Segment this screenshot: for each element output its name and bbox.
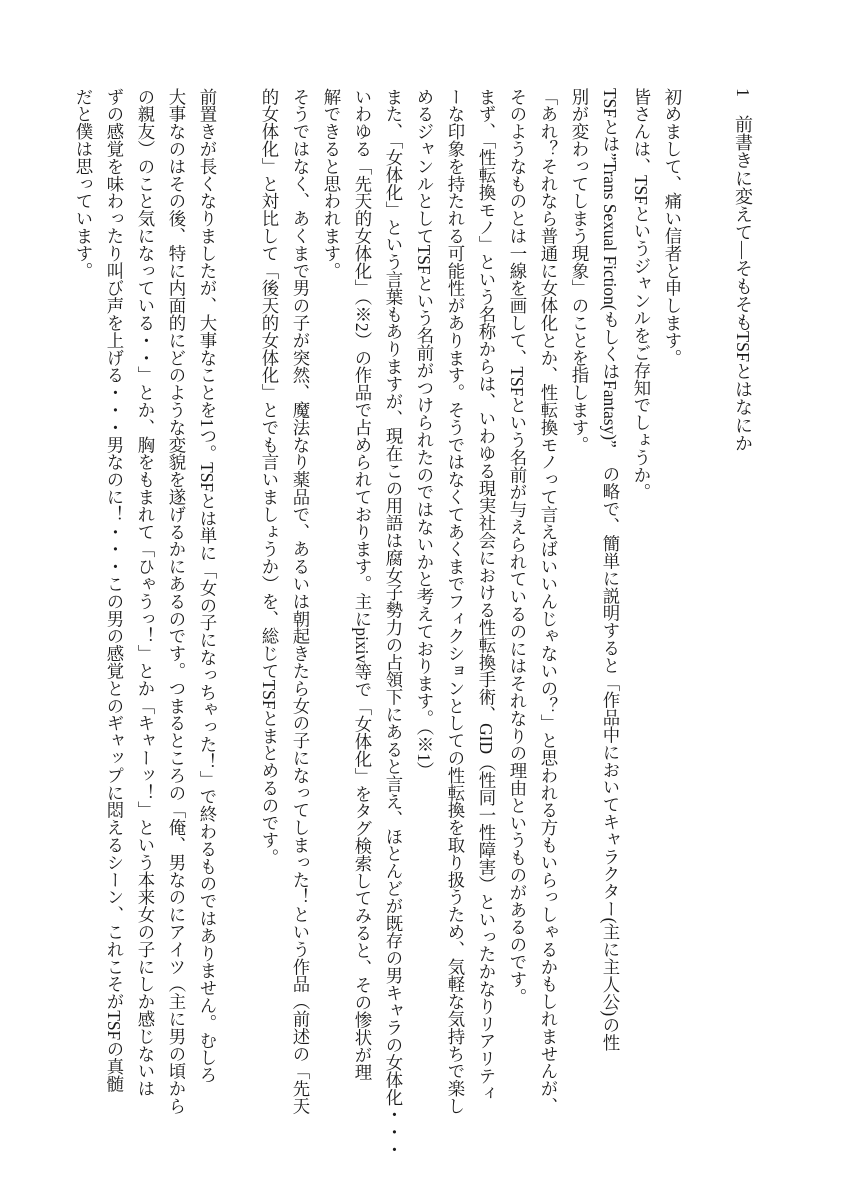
text-line: まず、「性転換モノ」という名称からは、いわゆる現実社会における性転換手術、GID（性同一性障害）といったかなりリアリティ	[476, 88, 496, 1103]
text-line: 的女体化」と対比して「後天的女体化」とでも言いましょうか）を、総じてTSFとまとめるのです。	[259, 88, 279, 867]
text-line: ーな印象を持たれる可能性があります。そうではなくてあくまでフィクションとしての性転換を取り扱うため、気軽な気持ちで楽し	[445, 88, 465, 1115]
text-line: めるジャンルとしてTSFという名前がつけられたのではないかと考えております。（※1）	[414, 88, 434, 780]
text-line: ずの感覚を味わったり叫び声を上げる・・・男なのに！・・・この男の感覚とのギャップに悶えるシーン、これこそがTSFの真髄	[104, 88, 124, 1093]
text-line: だと僕は思っています。	[73, 88, 93, 280]
paragraph-gap	[222, 88, 253, 89]
text-line: 前置きが長くなりましたが、大事なことを1つ。TSFとは単に「女の子になっちゃった！」で終わるものではありません。むしろ	[197, 88, 217, 1084]
text-line: いわゆる「先天的女体化」（※2）の作品で占められております。主にpixiv等で「女体化」をタグ検索してみると、その惨状が理	[352, 88, 372, 1081]
text-line: 大事なのはその後、特に内面的にどのような変貌を遂げるかにあるのです。つまるところの「俺、男なのにアイツ（主に男の頃から	[166, 88, 186, 1115]
section-title: 1 前書きに変えて―そもそもTSFとはなにか	[733, 88, 753, 453]
text-line: 「あれ？それなら普通に女体化とか、性転換モノって言えばいいんじゃないの？」と思われる方もいらっしゃるかもしれませんが、	[538, 88, 558, 1115]
text-line: 別が変わってしまう現象」のことを指します。	[569, 88, 589, 454]
document-page	[67, 88, 758, 1159]
text-line: また、「女体化」という言葉もありますが、現在この用語は腐女子勢力の占領下にあると言え、ほとんどが既存の男キャラの女体化・・・	[383, 88, 403, 1159]
text-line: 初めまして、痛い信者と申します。	[662, 88, 682, 367]
text-line: 皆さんは、TSFというジャンルをご存知でしょうか。	[631, 88, 651, 501]
text-line: 解できると思われます。	[321, 88, 341, 280]
text-line: そうではなく、あくまで男の子が突然、魔法なり薬品で、あるいは朝起きたら女の子になってしまった！という作品（前述の「先天	[290, 88, 310, 1115]
text-line: TSFとは”Trans Sexual Fiction(もしくはFantasy)” の略で、簡単に説明すると「作品中においてキャラクター(主に主人公)の性	[600, 88, 620, 1051]
text-line: の親友）のこと気になっている・・」とか、胸をもまれて「ひゃうっ！」とか「キャーッ！」という本来女の子にしか感じないは	[135, 88, 155, 1098]
text-line: そのようなものとは一線を画して、TSFという名前が与えられているのにはそれなりの理由というものがあるのです。	[507, 88, 527, 1006]
